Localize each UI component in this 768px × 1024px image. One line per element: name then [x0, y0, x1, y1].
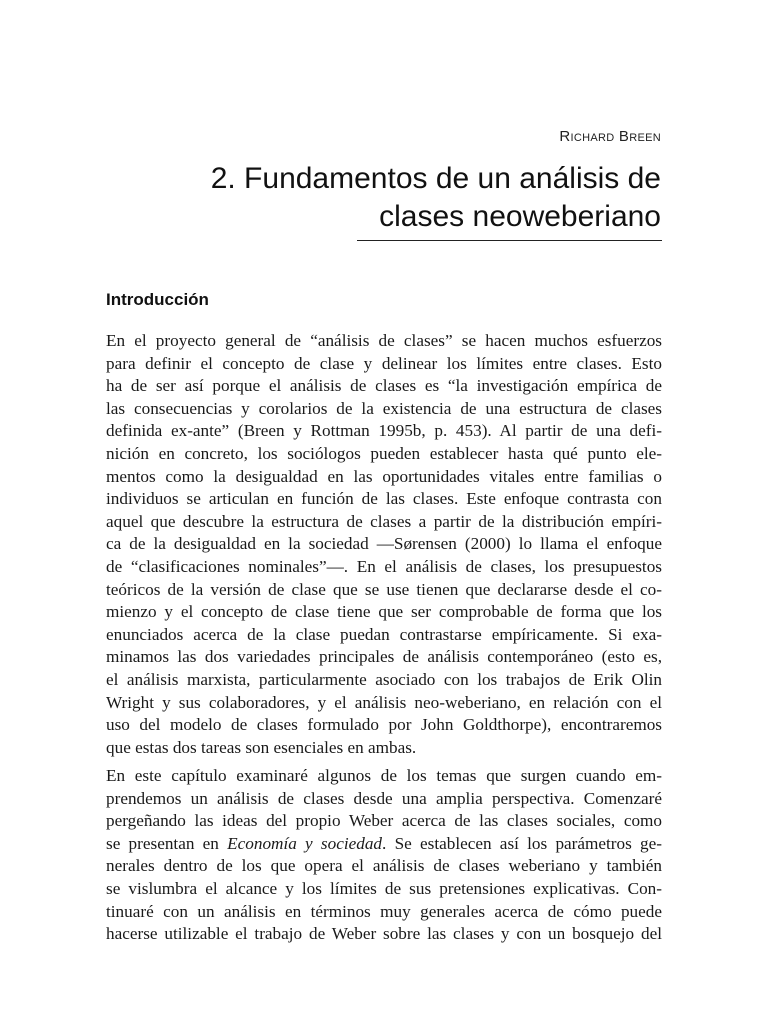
paragraph-1-line: individuos se articulan en función de las clases. Este enfoque contrasta con [106, 489, 662, 509]
paragraph-1-line: Wright y sus colaboradores, y el análisis neo-weberiano, en relación con el [106, 692, 662, 712]
paragraph-2-text: . Se establecen así los parámetros ge- [382, 833, 662, 853]
title-underline-rule [357, 240, 662, 241]
paragraph-1-line: mentos como la desigualdad en las oportunidades vitales entre familias o [106, 466, 662, 486]
paragraph-2-line [106, 833, 662, 856]
paragraph-1-line: teóricos de la versión de clase que se use tienen que declararse desde el co- [106, 579, 662, 599]
paragraph-1-line: nición en concreto, los sociólogos pueden establecer hasta qué punto ele- [106, 443, 662, 463]
paragraph-2 [106, 765, 662, 946]
paragraph-2-text: se presentan en [106, 833, 228, 853]
paragraph-1-line: ca de la desigualdad en la sociedad —Sørensen (2000) lo llama el enfoque [106, 534, 662, 554]
paragraph-1-line: las consecuencias y corolarios de la existencia de una estructura de clases [106, 398, 662, 418]
paragraph-2-line: se vislumbra el alcance y los límites de sus pretensiones explicativas. Con- [106, 878, 662, 898]
paragraph-1-line: En el proyecto general de “análisis de clases” se hacen muchos esfuerzos [106, 331, 662, 350]
author-name: Richard Breen [559, 128, 661, 145]
paragraph-1-line: mienzo y el concepto de clase tiene que ser comprobable de forma que los [106, 602, 662, 622]
paragraph-1-line: definida ex-ante” (Breen y Rottman 1995b, p. 453). Al partir de una defi- [106, 421, 662, 441]
paragraph-2-line: En este capítulo examinaré algunos de los temas que surgen cuando em- [106, 766, 662, 785]
paragraph-1-line: el análisis marxista, particularmente asociado con los trabajos de Erik Olin [106, 669, 662, 689]
paragraph-1-line: uso del modelo de clases formulado por John Goldthorpe), encontraremos [106, 715, 662, 735]
paragraph-2-line: nerales dentro de los que opera el análisis de clases weberiano y también [106, 856, 662, 876]
paragraph-2-line: pergeñando las ideas del propio Weber acerca de las clases sociales, como [106, 811, 662, 831]
paragraph-1-line: que estas dos tareas son esenciales en ambas. [106, 737, 417, 757]
paragraph-1-line: para definir el concepto de clase y delinear los límites entre clases. Esto [106, 353, 662, 373]
paragraph-1-line: ha de ser así porque el análisis de clases es “la investigación empírica de [106, 376, 662, 396]
chapter-title-line-2: clases neoweberiano [379, 200, 661, 233]
paragraph-1-line: de “clasificaciones nominales”—. En el análisis de clases, los presupuestos [106, 556, 662, 576]
book-title-emphasis: Economía y sociedad [227, 833, 383, 853]
chapter-title-line-1: 2. Fundamentos de un análisis de [210, 162, 661, 195]
paragraph-2-line: prendemos un análisis de clases desde una amplia perspectiva. Comenzaré [106, 788, 662, 808]
chapter-title [141, 160, 661, 236]
paragraph-1-line: aquel que descubre la estructura de clases a partir de la distribución empíri- [106, 511, 662, 531]
section-heading: Introducción [106, 290, 209, 309]
paragraph-1-line: minamos las dos variedades principales de análisis contemporáneo (esto es, [106, 647, 662, 667]
paragraph-1-line: enunciados acerca de la clase puedan contrastarse empíricamente. Si exa- [106, 624, 662, 644]
paragraph-1 [106, 330, 662, 759]
paragraph-2-line: tinuaré con un análisis en términos muy generales acerca de cómo puede [106, 901, 662, 921]
paragraph-2-line: hacerse utilizable el trabajo de Weber sobre las clases y con un bosquejo del [106, 924, 662, 944]
